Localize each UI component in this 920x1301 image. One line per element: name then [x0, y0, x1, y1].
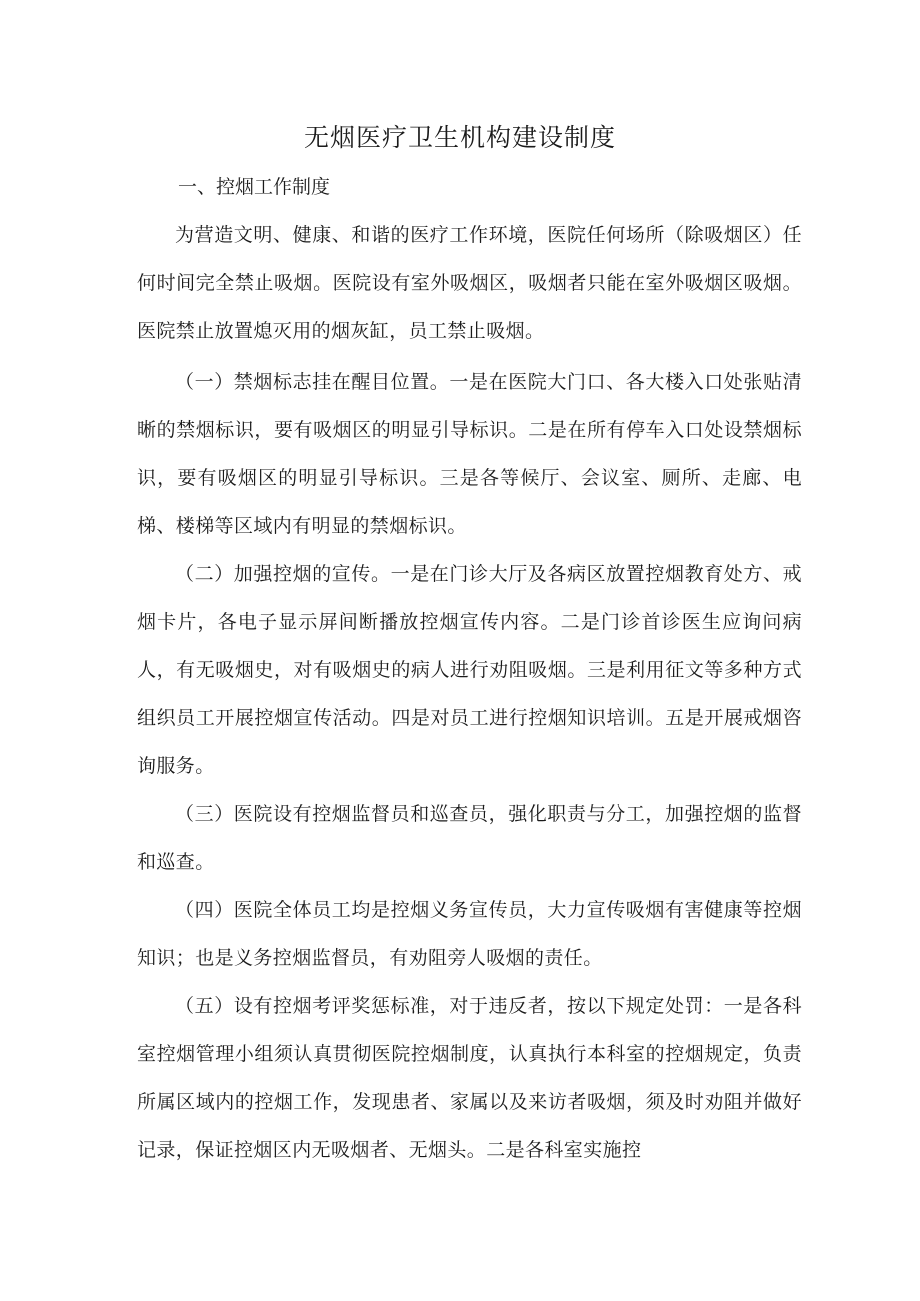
- paragraph-item-2: （二）加强控烟的宣传。一是在门诊大厅及各病区放置控烟教育处方、戒烟卡片，各电子显示屏间断播放控烟宣传内容。二是门诊首诊医生应询问病人，有无吸烟史，对有吸烟史的病人进行劝阻吸烟。三是利用征文等多种方式组织员工开展控烟宣传活动。四是对员工进行控烟知识培训。五是开展戒烟咨询服务。: [137, 563, 802, 777]
- paragraph-intro: 为营造文明、健康、和谐的医疗工作环境，医院任何场所（除吸烟区）任何时间完全禁止吸烟。医院设有室外吸烟区，吸烟者只能在室外吸烟区吸烟。医院禁止放置熄灭用的烟灰缸，员工禁止吸烟。: [137, 224, 802, 342]
- document-title: 无烟医疗卫生机构建设制度: [303, 123, 616, 152]
- paragraph-item-1: （一）禁烟标志挂在醒目位置。一是在医院大门口、各大楼入口处张贴清晰的禁烟标识，要有吸烟区的明显引导标识。二是在所有停车入口处设禁烟标识，要有吸烟区的明显引导标识。三是各等候厅、会议室、厕所、走廊、电梯、楼梯等区域内有明显的禁烟标识。: [137, 371, 802, 537]
- paragraph-item-3: （三）医院设有控烟监督员和巡查员，强化职责与分工，加强控烟的监督和巡查。: [137, 803, 802, 873]
- paragraph-item-4: （四）医院全体员工均是控烟义务宣传员，大力宣传吸烟有害健康等控烟知识；也是义务控烟监督员，有劝阻旁人吸烟的责任。: [137, 899, 802, 969]
- section-heading: 一、控烟工作制度: [178, 176, 331, 198]
- paragraph-item-5: （五）设有控烟考评奖惩标准，对于违反者，按以下规定处罚：一是各科室控烟管理小组须认真贯彻医院控烟制度，认真执行本科室的控烟规定，负责所属区域内的控烟工作，发现患者、家属以及来访者吸烟，须及时劝阻并做好记录，保证控烟区内无吸烟者、无烟头。二是各科室实施控: [137, 995, 802, 1161]
